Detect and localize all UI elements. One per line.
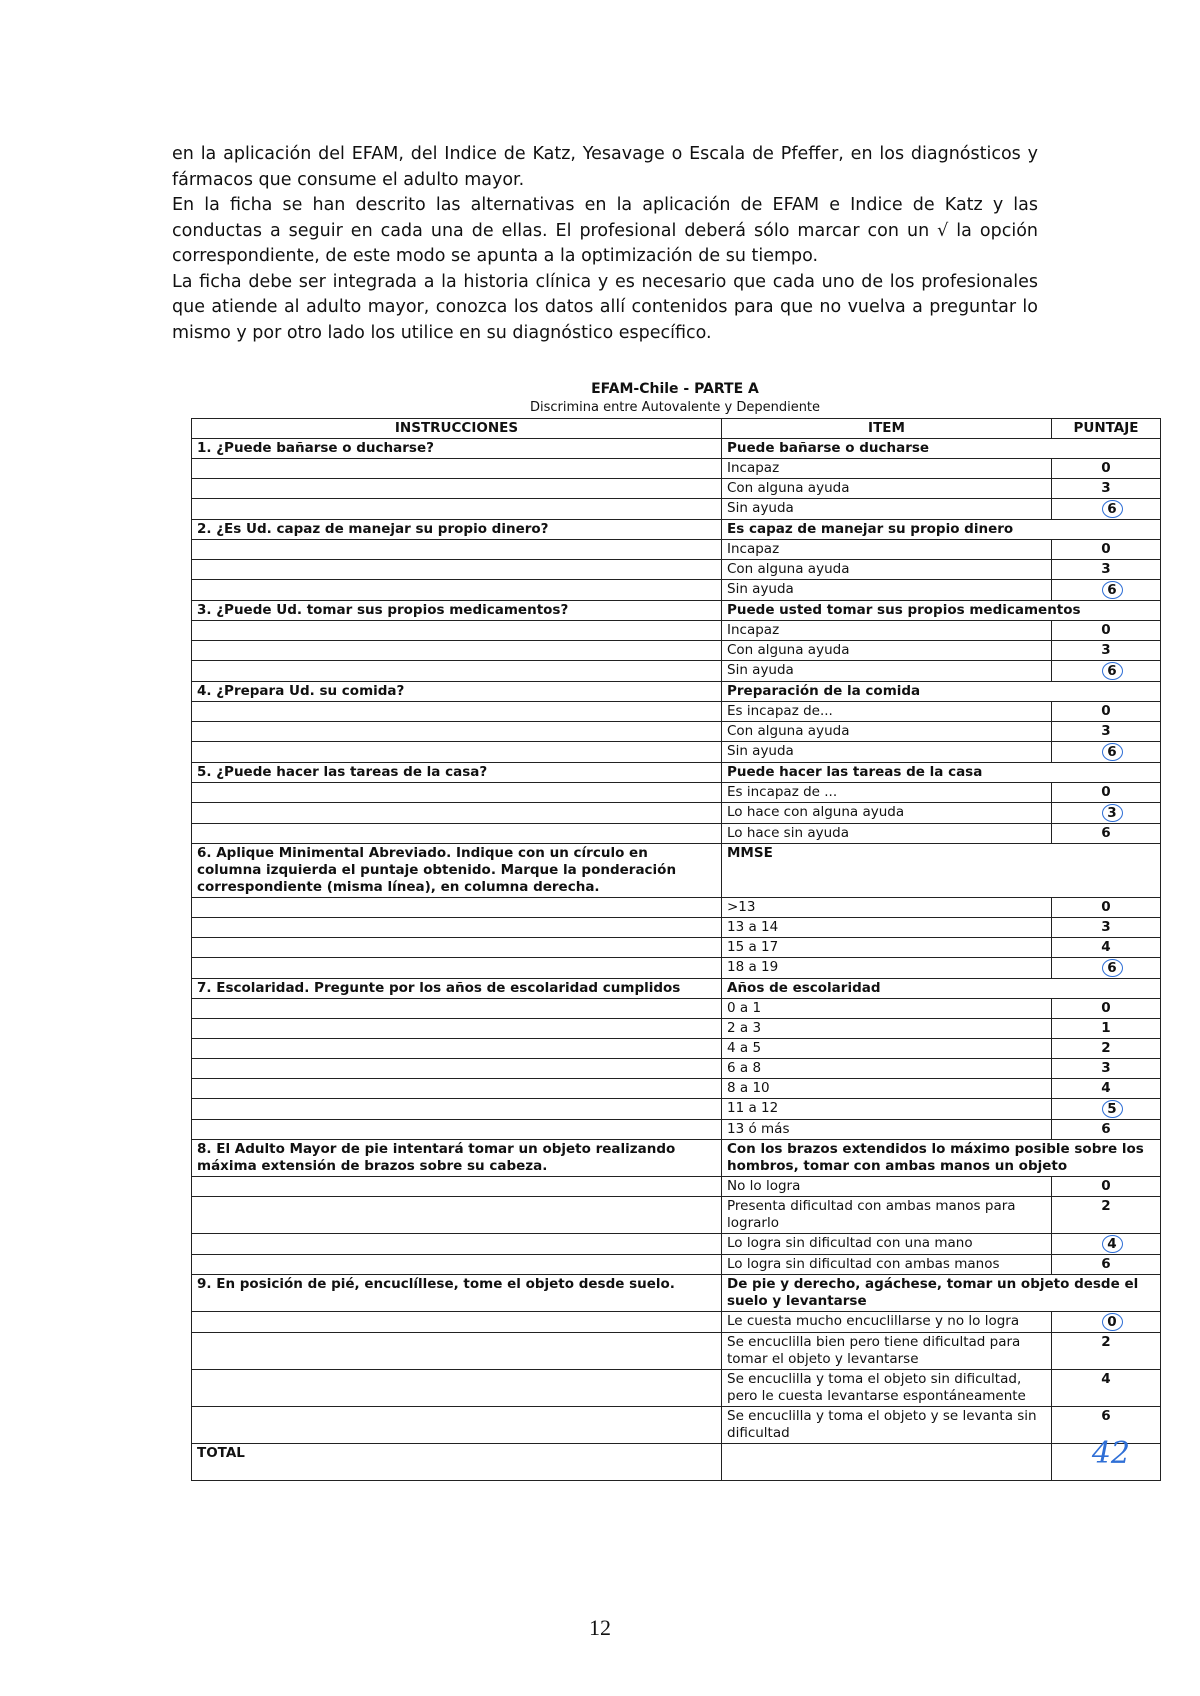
header-puntaje: PUNTAJE	[1052, 419, 1161, 439]
header-item: ITEM	[722, 419, 1052, 439]
option-score: 2	[1101, 1040, 1111, 1056]
option-score-cell	[1052, 1312, 1161, 1333]
option-empty-cell	[192, 1370, 722, 1407]
option-score-cell	[1052, 918, 1161, 938]
table-title: EFAM-Chile - PARTE A	[591, 381, 759, 397]
option-row	[192, 1312, 1161, 1333]
option-score-cell	[1052, 459, 1161, 479]
option-label: Incapaz	[722, 459, 1052, 479]
option-row	[192, 459, 1161, 479]
option-score-cell	[1052, 702, 1161, 722]
option-label: Sin ayuda	[722, 661, 1052, 682]
option-score: 4	[1101, 1371, 1111, 1387]
option-label: Con alguna ayuda	[722, 641, 1052, 661]
option-empty-cell	[192, 1177, 722, 1197]
table-subtitle: Discrimina entre Autovalente y Dependiente	[529, 400, 821, 415]
option-row	[192, 580, 1161, 601]
option-score: 3	[1101, 642, 1111, 658]
option-empty-cell	[192, 958, 722, 979]
option-score: 6	[1101, 1256, 1111, 1272]
option-row	[192, 1234, 1161, 1255]
section-instruction: 2. ¿Es Ud. capaz de manejar su propio dinero?	[192, 520, 722, 540]
option-row	[192, 1019, 1161, 1039]
option-row	[192, 1333, 1161, 1370]
option-score: 3	[1101, 1060, 1111, 1076]
option-score-cell	[1052, 1120, 1161, 1140]
circled-score: 6	[1102, 662, 1123, 680]
option-score: 0	[1101, 899, 1111, 915]
section-instruction: 4. ¿Prepara Ud. su comida?	[192, 682, 722, 702]
option-label: Con alguna ayuda	[722, 722, 1052, 742]
option-label: Sin ayuda	[722, 499, 1052, 520]
option-empty-cell	[192, 702, 722, 722]
option-empty-cell	[192, 560, 722, 580]
section-item: Con los brazos extendidos lo máximo posible sobre los hombros, tomar con ambas manos un objeto	[722, 1140, 1161, 1177]
option-empty-cell	[192, 1333, 722, 1370]
option-score-cell	[1052, 641, 1161, 661]
option-label: Sin ayuda	[722, 580, 1052, 601]
option-score: 3	[1101, 919, 1111, 935]
option-score-cell	[1052, 580, 1161, 601]
option-score: 3	[1101, 723, 1111, 739]
option-score: 0	[1101, 784, 1111, 800]
option-row	[192, 938, 1161, 958]
section-instruction: 9. En posición de pié, encuclíllese, tome el objeto desde suelo.	[192, 1275, 722, 1312]
option-label: 2 a 3	[722, 1019, 1052, 1039]
header-row	[192, 419, 1161, 439]
option-row	[192, 479, 1161, 499]
option-label: 18 a 19	[722, 958, 1052, 979]
option-score-cell	[1052, 1255, 1161, 1275]
option-empty-cell	[192, 661, 722, 682]
option-empty-cell	[192, 499, 722, 520]
section-instruction: 1. ¿Puede bañarse o ducharse?	[192, 439, 722, 459]
option-row	[192, 661, 1161, 682]
section-row	[192, 979, 1161, 999]
option-empty-cell	[192, 918, 722, 938]
option-label: Es incapaz de...	[722, 702, 1052, 722]
option-score-cell	[1052, 1019, 1161, 1039]
option-row	[192, 621, 1161, 641]
option-empty-cell	[192, 1234, 722, 1255]
option-score: 0	[1101, 622, 1111, 638]
option-label: Se encuclilla y toma el objeto y se levanta sin dificultad	[722, 1407, 1052, 1444]
option-score-cell	[1052, 1197, 1161, 1234]
option-score-cell	[1052, 540, 1161, 560]
option-label: 11 a 12	[722, 1099, 1052, 1120]
option-score: 0	[1101, 541, 1111, 557]
handwritten-total: 42	[1091, 1436, 1130, 1471]
option-score: 2	[1101, 1334, 1111, 1350]
circled-score: 4	[1102, 1235, 1123, 1253]
option-row	[192, 1197, 1161, 1234]
option-row	[192, 560, 1161, 580]
section-item: Puede hacer las tareas de la casa	[722, 763, 1161, 783]
option-row	[192, 824, 1161, 844]
section-row	[192, 1140, 1161, 1177]
option-empty-cell	[192, 1059, 722, 1079]
option-label: Le cuesta mucho encuclillarse y no lo logra	[722, 1312, 1052, 1333]
option-score: 6	[1101, 1408, 1111, 1424]
option-empty-cell	[192, 1120, 722, 1140]
option-score: 0	[1101, 1000, 1111, 1016]
option-label: Sin ayuda	[722, 742, 1052, 763]
option-row	[192, 999, 1161, 1019]
option-empty-cell	[192, 1019, 722, 1039]
option-empty-cell	[192, 641, 722, 661]
option-score-cell	[1052, 499, 1161, 520]
option-label: 13 ó más	[722, 1120, 1052, 1140]
section-instruction: 5. ¿Puede hacer las tareas de la casa?	[192, 763, 722, 783]
page-number: 12	[589, 1615, 611, 1640]
option-row	[192, 1039, 1161, 1059]
option-label: Con alguna ayuda	[722, 479, 1052, 499]
intro-paragraph: La ficha debe ser integrada a la historia clínica y es necesario que cada uno de los profesionales que atiende al adulto mayor, conozca los datos allí contenidos para que no vuelva a preguntar lo mismo y por otro lado los utilice en su diagnóstico específico.	[172, 271, 1038, 343]
option-row	[192, 918, 1161, 938]
section-instruction: 7. Escolaridad. Pregunte por los años de escolaridad cumplidos	[192, 979, 722, 999]
section-row	[192, 763, 1161, 783]
circled-score: 0	[1102, 1313, 1123, 1331]
option-score-cell	[1052, 1039, 1161, 1059]
option-score-cell	[1052, 479, 1161, 499]
option-empty-cell	[192, 1197, 722, 1234]
section-row	[192, 1275, 1161, 1312]
option-score: 4	[1101, 1080, 1111, 1096]
option-score: 6	[1101, 825, 1111, 841]
option-empty-cell	[192, 459, 722, 479]
option-empty-cell	[192, 1407, 722, 1444]
option-row	[192, 898, 1161, 918]
option-empty-cell	[192, 742, 722, 763]
section-item: De pie y derecho, agáchese, tomar un objeto desde el suelo y levantarse	[722, 1275, 1161, 1312]
option-label: Se encuclilla y toma el objeto sin dificultad, pero le cuesta levantarse espontáneamente	[722, 1370, 1052, 1407]
option-label: Lo hace sin ayuda	[722, 824, 1052, 844]
total-row	[192, 1444, 1161, 1481]
option-score: 0	[1101, 460, 1111, 476]
option-row	[192, 540, 1161, 560]
efam-table	[191, 418, 1161, 1481]
option-score-cell	[1052, 958, 1161, 979]
option-score-cell	[1052, 1234, 1161, 1255]
option-label: 4 a 5	[722, 1039, 1052, 1059]
option-score-cell	[1052, 1099, 1161, 1120]
option-label: Lo logra sin dificultad con una mano	[722, 1234, 1052, 1255]
intro-paragraph: En la ficha se han descrito las alternativas en la aplicación de EFAM e Indice de Katz y las conductas a seguir en cada una de ellas. El profesional deberá sólo marcar con un √ la opción correspondiente, de este modo se apunta a la optimización de su tiempo.	[172, 195, 1038, 266]
option-label: 6 a 8	[722, 1059, 1052, 1079]
option-score: 4	[1101, 939, 1111, 955]
option-row	[192, 1255, 1161, 1275]
circled-score: 5	[1102, 1100, 1123, 1118]
option-score: 6	[1101, 1121, 1111, 1137]
option-row	[192, 1099, 1161, 1120]
circled-score: 6	[1102, 743, 1123, 761]
intro-text	[172, 142, 1038, 346]
option-label: 0 a 1	[722, 999, 1052, 1019]
option-row	[192, 641, 1161, 661]
option-row	[192, 1407, 1161, 1444]
option-score-cell	[1052, 803, 1161, 824]
option-score-cell	[1052, 783, 1161, 803]
option-label: Incapaz	[722, 621, 1052, 641]
option-label: 8 a 10	[722, 1079, 1052, 1099]
circled-score: 3	[1102, 804, 1123, 822]
section-row	[192, 439, 1161, 459]
option-row	[192, 958, 1161, 979]
header-instrucciones: INSTRUCCIONES	[192, 419, 722, 439]
option-label: Presenta dificultad con ambas manos para lograrlo	[722, 1197, 1052, 1234]
option-empty-cell	[192, 722, 722, 742]
option-score: 2	[1101, 1198, 1111, 1214]
option-score: 0	[1101, 703, 1111, 719]
option-empty-cell	[192, 898, 722, 918]
total-label: TOTAL	[192, 1444, 722, 1481]
option-row	[192, 1079, 1161, 1099]
section-item: MMSE	[722, 844, 1161, 898]
option-label: Lo logra sin dificultad con ambas manos	[722, 1255, 1052, 1275]
option-score-cell	[1052, 898, 1161, 918]
section-row	[192, 844, 1161, 898]
option-empty-cell	[192, 783, 722, 803]
option-row	[192, 1059, 1161, 1079]
option-empty-cell	[192, 1099, 722, 1120]
section-row	[192, 520, 1161, 540]
option-score-cell	[1052, 1177, 1161, 1197]
option-row	[192, 499, 1161, 520]
option-row	[192, 783, 1161, 803]
option-label: 13 a 14	[722, 918, 1052, 938]
option-empty-cell	[192, 803, 722, 824]
option-row	[192, 1177, 1161, 1197]
option-score-cell	[1052, 1333, 1161, 1370]
option-label: Incapaz	[722, 540, 1052, 560]
option-empty-cell	[192, 824, 722, 844]
section-item: Años de escolaridad	[722, 979, 1161, 999]
option-empty-cell	[192, 1039, 722, 1059]
option-score-cell	[1052, 824, 1161, 844]
option-score-cell	[1052, 722, 1161, 742]
option-score-cell	[1052, 742, 1161, 763]
option-empty-cell	[192, 540, 722, 560]
circled-score: 6	[1102, 581, 1123, 599]
circled-score: 6	[1102, 500, 1123, 518]
option-row	[192, 1370, 1161, 1407]
option-empty-cell	[192, 999, 722, 1019]
option-score-cell	[1052, 1059, 1161, 1079]
option-score: 3	[1101, 561, 1111, 577]
option-label: No lo logra	[722, 1177, 1052, 1197]
section-row	[192, 601, 1161, 621]
option-score-cell	[1052, 938, 1161, 958]
section-instruction: 6. Aplique Minimental Abreviado. Indique con un círculo en columna izquierda el puntaje obtenido. Marque la ponderación correspondiente (misma línea), en columna derecha.	[192, 844, 722, 898]
option-empty-cell	[192, 1312, 722, 1333]
option-row	[192, 742, 1161, 763]
total-score-cell	[1052, 1436, 1161, 1481]
option-empty-cell	[192, 1255, 722, 1275]
option-label: >13	[722, 898, 1052, 918]
option-label: 15 a 17	[722, 938, 1052, 958]
section-row	[192, 682, 1161, 702]
option-row	[192, 722, 1161, 742]
option-empty-cell	[192, 1079, 722, 1099]
option-score: 1	[1101, 1020, 1111, 1036]
option-score-cell	[1052, 661, 1161, 682]
option-label: Con alguna ayuda	[722, 560, 1052, 580]
option-label: Es incapaz de ...	[722, 783, 1052, 803]
option-score-cell	[1052, 1079, 1161, 1099]
option-row	[192, 1120, 1161, 1140]
intro-paragraph: en la aplicación del EFAM, del Indice de Katz, Yesavage o Escala de Pfeffer, en los diagnósticos y fármacos que consume el adulto mayor.	[172, 144, 1038, 190]
option-score: 0	[1101, 1178, 1111, 1194]
section-item: Puede bañarse o ducharse	[722, 439, 1161, 459]
option-label: Se encuclilla bien pero tiene dificultad para tomar el objeto y levantarse	[722, 1333, 1052, 1370]
option-score-cell	[1052, 1370, 1161, 1407]
section-item: Preparación de la comida	[722, 682, 1161, 702]
option-row	[192, 803, 1161, 824]
section-instruction: 3. ¿Puede Ud. tomar sus propios medicamentos?	[192, 601, 722, 621]
option-row	[192, 702, 1161, 722]
total-empty-cell	[722, 1444, 1052, 1481]
option-score-cell	[1052, 999, 1161, 1019]
section-item: Es capaz de manejar su propio dinero	[722, 520, 1161, 540]
section-item: Puede usted tomar sus propios medicamentos	[722, 601, 1161, 621]
option-empty-cell	[192, 621, 722, 641]
option-label: Lo hace con alguna ayuda	[722, 803, 1052, 824]
option-score-cell	[1052, 560, 1161, 580]
section-instruction: 8. El Adulto Mayor de pie intentará tomar un objeto realizando máxima extensión de brazos sobre su cabeza.	[192, 1140, 722, 1177]
option-empty-cell	[192, 580, 722, 601]
option-score: 3	[1101, 480, 1111, 496]
option-score-cell	[1052, 621, 1161, 641]
circled-score: 6	[1102, 959, 1123, 977]
option-empty-cell	[192, 479, 722, 499]
option-empty-cell	[192, 938, 722, 958]
